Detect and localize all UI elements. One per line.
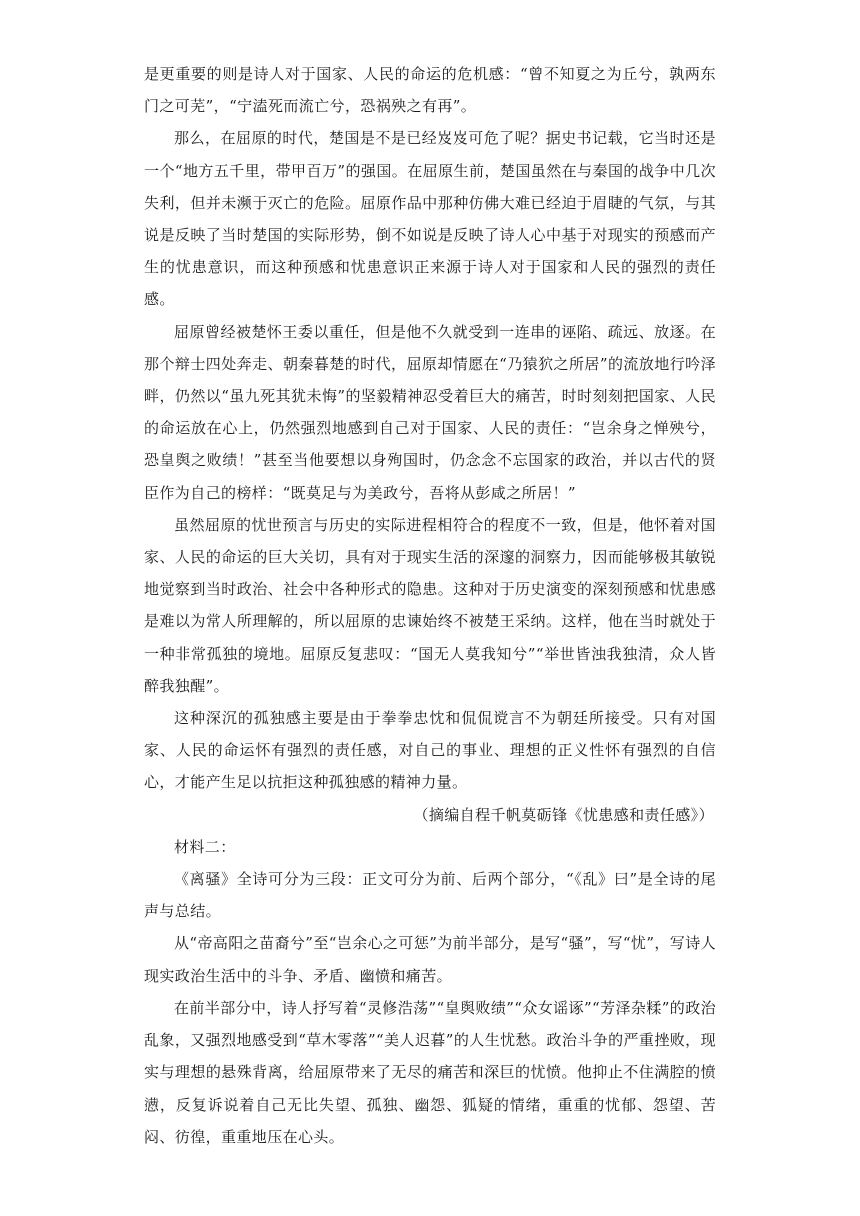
paragraph-6: 《离骚》全诗可分为三段：正文可分为前、后两个部分，“《乱》曰”是全诗的尾声与总结。 xyxy=(144,870,716,921)
paragraph-1: 是更重要的则是诗人对于国家、人民的命运的危机感：“曾不知夏之为丘兮，孰两东门之可芜”，“宁溘死而流亡兮，恐祸殃之有再”。 xyxy=(144,65,716,116)
paragraph-4: 虽然屈原的忧世预言与历史的实际进程相符合的程度不一致，但是，他怀着对国家、人民的命运的巨大关切，具有对于现实生活的深邃的洞察力，因而能够极其敏锐地觉察到当时政治、社会中各种形式的隐患。这种对于历史演变的深刻预感和忧患感是难以为常人所理解的，所以屈原的忠谏始终不被楚王采纳。这样，他在当时就处于一种非常孤独的境地。屈原反复悲叹：“国无人莫我知兮”“举世皆浊我独清，众人皆醉我独醒”。 xyxy=(144,515,716,695)
source-citation: （摘编自程千帆莫砺锋《忧患感和责任感》） xyxy=(413,805,714,824)
paragraph-3: 屈原曾经被楚怀王委以重任，但是他不久就受到一连串的诬陷、疏远、放逐。在那个辩士四处奔走、朝秦暮楚的时代，屈原却情愿在“乃猿狖之所居”的流放地行吟泽畔，仍然以“虽九死其犹未悔”的坚毅精神忍受着巨大的痛苦，时时刻刻把国家、人民的命运放在心上，仍然强烈地感到自己对于国家、人民的责任：“岂余身之惮殃兮，恐皇舆之败绩！”甚至当他要想以身殉国时，仍念念不忘国家的政治，并以古代的贤臣作为自己的榜样：“既莫足与为美政兮，吾将从彭咸之所居！” xyxy=(144,322,716,502)
paragraph-5: 这种深沉的孤独感主要是由于拳拳忠忱和侃侃谠言不为朝廷所接受。只有对国家、人民的命运怀有强烈的责任感，对自己的事业、理想的正义性怀有强烈的自信心，才能产生足以抗拒这种孤独感的精神力量。 xyxy=(144,709,716,792)
paragraph-8: 在前半部分中，诗人抒写着“灵修浩荡”“皇舆败绩”“众女谣诼”“芳泽杂糅”的政治乱象，又强烈地感受到“草木零落”“美人迟暮”的人生忧愁。政治斗争的严重挫败，现实与理想的悬殊背离，给屈原带来了无尽的痛苦和深巨的忧愤。他抑止不住满腔的愤懑，反复诉说着自己无比失望、孤独、幽怨、狐疑的情绪，重重的忧郁、怨望、苦闷、彷徨，重重地压在心头。 xyxy=(144,998,716,1146)
paragraph-7: 从“帝高阳之苗裔兮”至“岂余心之可惩”为前半部分，是写“骚”，写“忧”，写诗人现实政治生活中的斗争、矛盾、幽愤和痛苦。 xyxy=(144,934,716,985)
material-two-heading: 材料二： xyxy=(174,837,236,856)
paragraph-2: 那么，在屈原的时代，楚国是不是已经岌岌可危了呢？据史书记载，它当时还是一个“地方五千里，带甲百万”的强国。在屈原生前，楚国虽然在与秦国的战争中几次失利，但并未濒于灭亡的危险。屈原作品中那种仿佛大难已经迫于眉睫的气氛，与其说是反映了当时楚国的实际形势，倒不如说是反映了诗人心中基于对现实的预感而产生的忧患意识，而这种预感和忧患意识正来源于诗人对于国家和人民的强烈的责任感。 xyxy=(144,129,716,309)
main-text xyxy=(144,58,716,1153)
